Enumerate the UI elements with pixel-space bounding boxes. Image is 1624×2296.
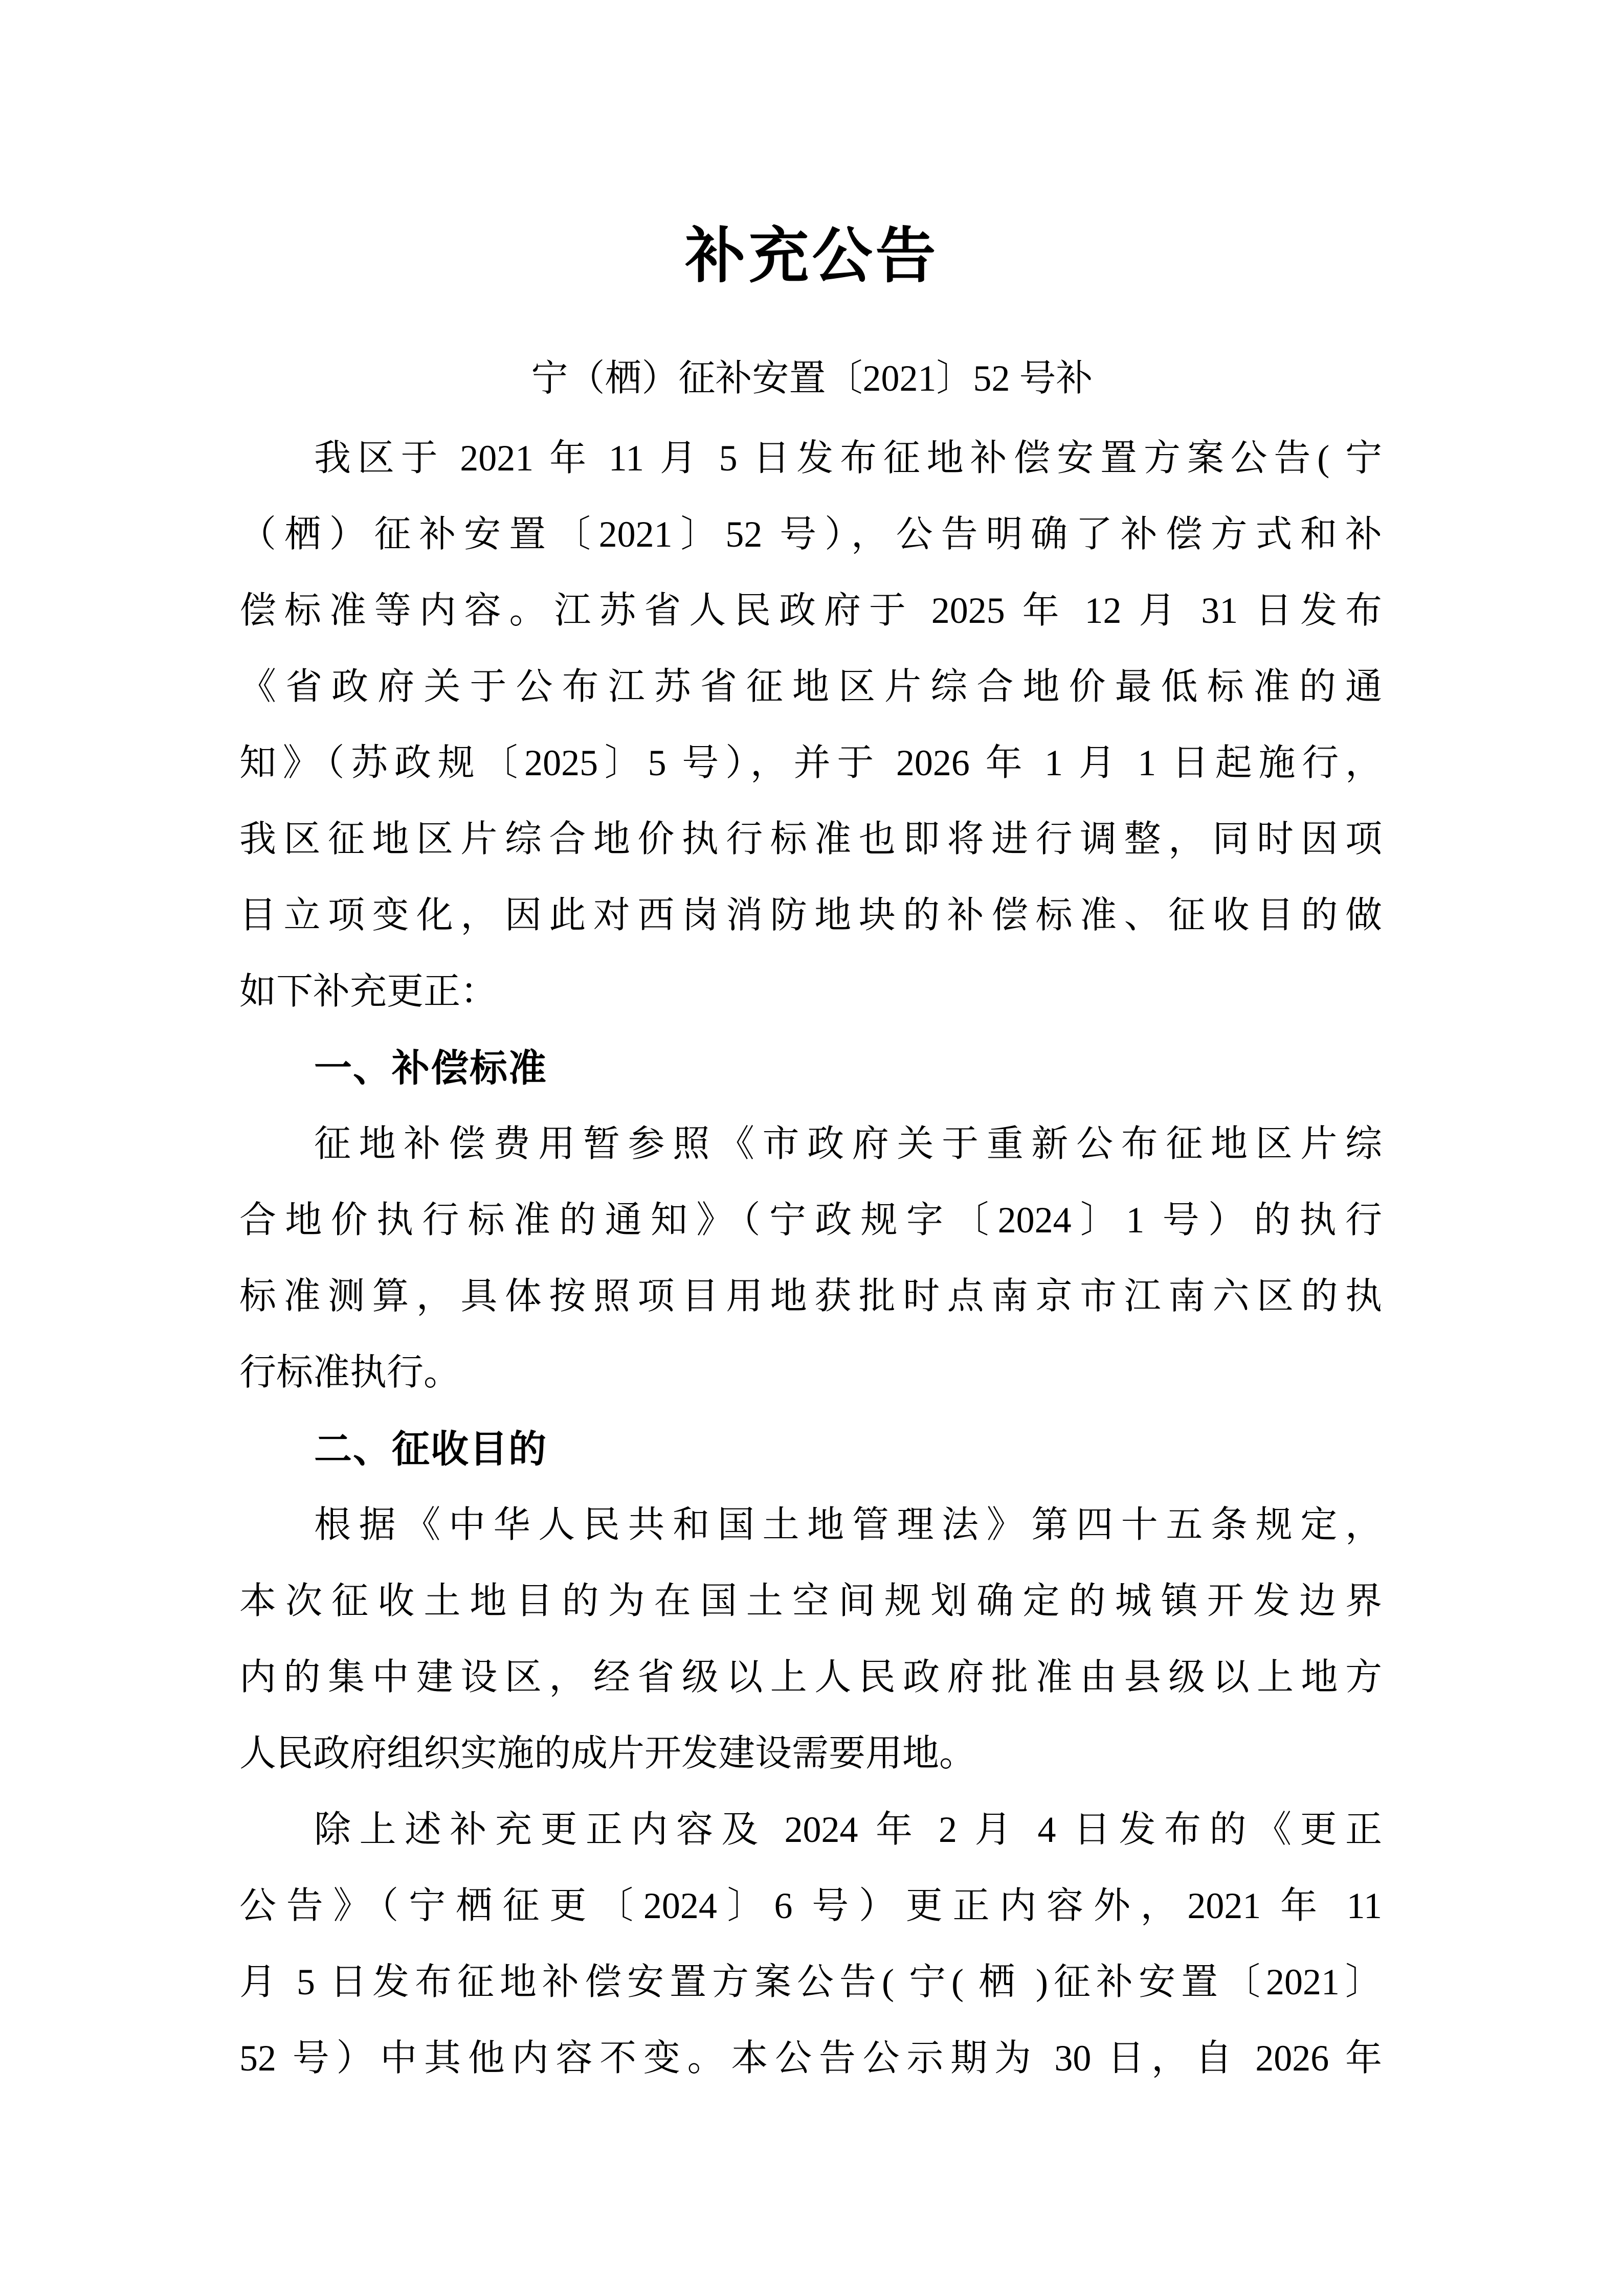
body-line: 合地价执行标准的通知》（宁政规字〔2024〕1 号）的执行 [239, 1200, 1382, 1241]
body-line: 公告》（宁栖征更〔2024〕6 号）更正内容外，2021 年 11 [239, 1885, 1382, 1926]
body-line: 除上述补充更正内容及 2024 年 2 月 4 日发布的《更正 [314, 1809, 1382, 1850]
body-line: （栖）征补安置〔2021〕52 号），公告明确了补偿方式和补 [239, 514, 1382, 555]
document-number: 宁（栖）征补安置〔2021〕52 号补 [531, 358, 1093, 399]
body-line: 征地补偿费用暂参照《市政府关于重新公布征地区片综 [314, 1123, 1382, 1164]
section-heading: 二、征收目的 [314, 1428, 547, 1470]
body-line: 目立项变化，因此对西岗消防地块的补偿标准、征收目的做 [239, 895, 1382, 936]
body-line: 偿标准等内容。江苏省人民政府于 2025 年 12 月 31 日发布 [239, 590, 1382, 631]
body-line: 我区征地区片综合地价执行标准也即将进行调整，同时因项 [239, 819, 1382, 860]
body-line: 《省政府关于公布江苏省征地区片综合地价最低标准的通 [239, 666, 1382, 707]
body-line: 根据《中华人民共和国土地管理法》第四十五条规定， [314, 1504, 1382, 1545]
body-line: 本次征收土地目的为在国土空间规划确定的城镇开发边界 [239, 1581, 1382, 1622]
document-body [239, 420, 1382, 2097]
section-heading: 一、补偿标准 [314, 1047, 547, 1089]
body-line: 我区于 2021 年 11 月 5 日发布征地补偿安置方案公告( 宁 [314, 438, 1382, 479]
body-line: 内的集中建设区，经省级以上人民政府批准由县级以上地方 [239, 1657, 1382, 1698]
body-line: 52 号）中其他内容不变。本公告公示期为 30 日，自 2026 年 [239, 2038, 1382, 2079]
body-line: 行标准执行。 [239, 1352, 461, 1393]
body-line: 人民政府组织实施的成片开发建设需要用地。 [239, 1733, 976, 1774]
body-line: 知》（苏政规〔2025〕5 号），并于 2026 年 1 月 1 日起施行， [239, 742, 1382, 783]
body-line: 月 5 日发布征地补偿安置方案公告( 宁( 栖 )征补安置〔2021〕 [239, 1962, 1382, 2002]
page-title: 补充公告 [685, 222, 939, 290]
body-line: 标准测算，具体按照项目用地获批时点南京市江南六区的执 [239, 1276, 1382, 1317]
body-line: 如下补充更正： [239, 971, 498, 1012]
